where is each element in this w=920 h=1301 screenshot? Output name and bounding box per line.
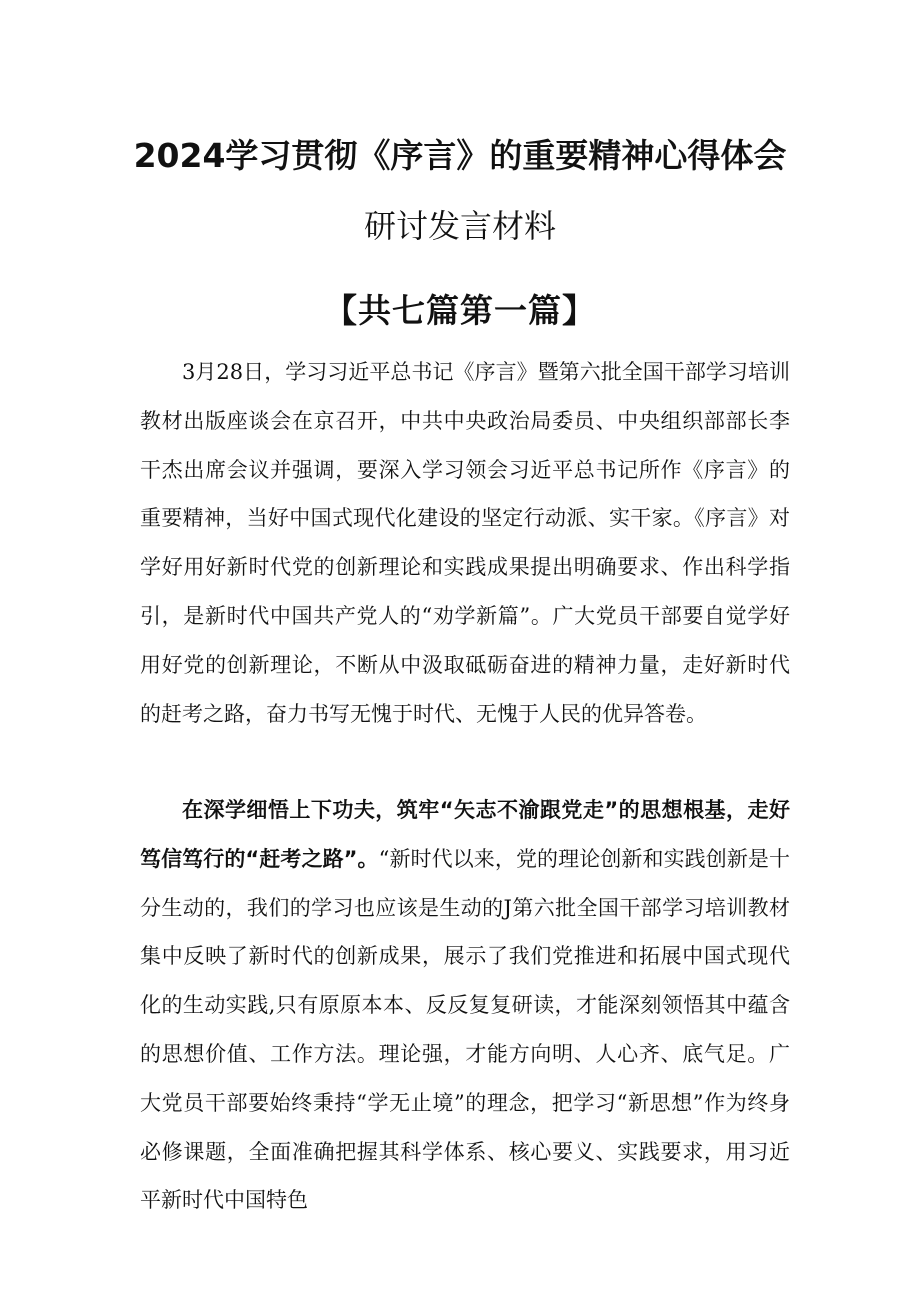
document-part-label: 【共七篇第一篇】 (324, 291, 596, 330)
paragraph-2 (140, 786, 790, 1225)
paragraph-1: 3月28日，学习习近平总书记《序言》暨第六批全国干部学习培训教材出版座谈会在京召开，中共中央政治局委员、中央组织部部长李干杰出席会议并强调，要深入学习领会习近平总书记所作《序言》的重要精神，当好中国式现代化建设的坚定行动派、实干家。《序言》对学好用好新时代党的创新理论和实践成果提出明确要求、作出科学指引，是新时代中国共产党人的“劝学新篇”。广大党员干部要自觉学好用好党的创新理论，不断从中汲取砥砺奋进的精神力量，走好新时代的赶考之路，奋力书写无愧于时代、无愧于人民的优异答卷。 (140, 360, 790, 726)
paragraph-2-body: “新时代以来，党的理论创新和实践创新是十分生动的，我们的学习也应该是生动的J第六批全国干部学习培训教材集中反映了新时代的创新成果，展示了我们党推进和拓展中国式现代化的生动实践,只有原原本本、反反复复研读，才能深刻领悟其中蕴含的思想价值、工作方法。理论强，才能方向明、人心齐、底气足。广大党员干部要始终秉持“学无止境”的理念，把学习“新思想”作为终身必修课题，全面准确把握其科学体系、核心要义、实践要求，用习近平新时代中国特色 (140, 846, 791, 1213)
document-title: 2024学习贯彻《序言》的重要精神心得体会 (133, 136, 787, 175)
document-subtitle: 研讨发言材料 (363, 207, 556, 245)
paragraph-2-heading: 在深学细悟上下功夫，筑牢“矢志不渝跟党走”的思想根基，走好笃信笃行的“赶考之路”。 (140, 798, 790, 871)
